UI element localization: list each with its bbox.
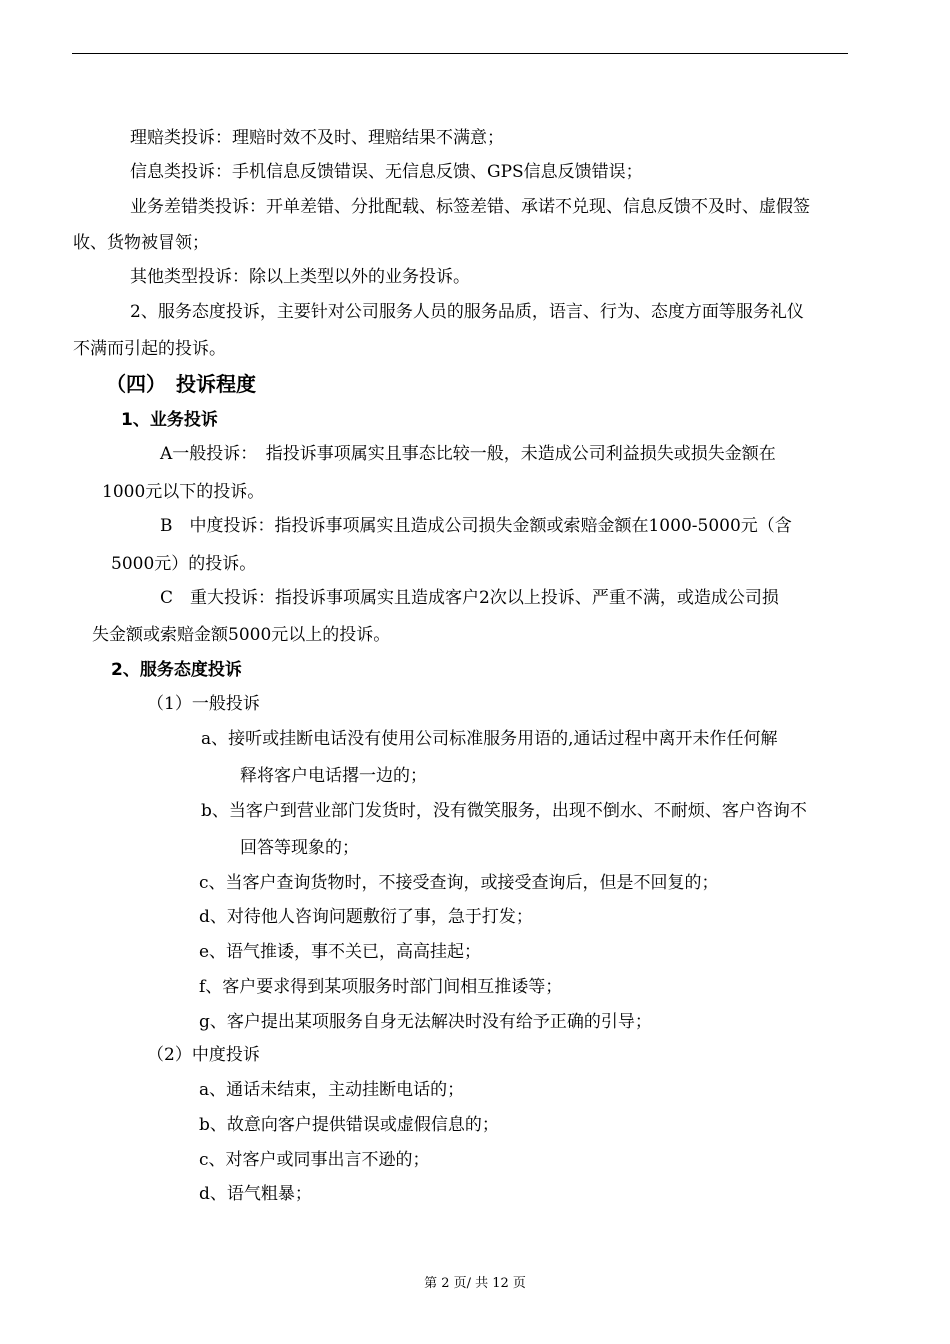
moderate-service-item-d: d、语气粗暴； xyxy=(199,1184,312,1204)
major-complaint-line2: 失金额或索赔金额5000元以上的投诉。 xyxy=(92,625,391,645)
general-complaint-line1: A一般投诉： 指投诉事项属实且事态比较一般，未造成公司利益损失或损失金额在 xyxy=(160,444,776,464)
moderate-complaint-line1: B 中度投诉：指投诉事项属实且造成公司损失金额或索赔金额在1000-5000元（含 xyxy=(160,516,792,536)
moderate-service-item-b: b、故意向客户提供错误或虚假信息的； xyxy=(199,1115,499,1135)
general-service-item-g: g、客户提出某项服务自身无法解决时没有给予正确的引导； xyxy=(199,1012,652,1032)
general-service-item-a-line1: a、接听或挂断电话没有使用公司标准服务用语的,通话过程中离开未作任何解 xyxy=(201,729,778,749)
general-complaint-line2: 1000元以下的投诉。 xyxy=(102,482,265,502)
header-rule xyxy=(72,53,848,54)
service-complaint-heading: 2、服务态度投诉 xyxy=(111,660,242,680)
service-attitude-intro-line1: 2、服务态度投诉，主要针对公司服务人员的服务品质，语言、行为、态度方面等服务礼仪 xyxy=(130,302,804,322)
info-complaint-text: 信息类投诉：手机信息反馈错误、无信息反馈、GPS信息反馈错误； xyxy=(130,162,643,182)
general-service-item-b-line2: 回答等现象的； xyxy=(240,838,359,858)
general-service-item-e: e、语气推诿，事不关已，高高挂起； xyxy=(199,942,482,962)
service-attitude-intro-line2: 不满而引起的投诉。 xyxy=(73,339,226,359)
error-complaint-text-line1: 业务差错类投诉：开单差错、分批配载、标签差错、承诺不兑现、信息反馈不及时、虚假签 xyxy=(130,197,810,217)
general-service-item-b-line1: b、当客户到营业部门发货时，没有微笑服务，出现不倒水、不耐烦、客户咨询不 xyxy=(201,801,807,821)
general-service-item-a-line2: 释将客户电话撂一边的； xyxy=(240,766,427,786)
error-complaint-text-line2: 收、货物被冒领； xyxy=(73,233,209,253)
general-service-title: （1）一般投诉 xyxy=(147,694,260,714)
major-complaint-line1: C 重大投诉：指投诉事项属实且造成客户2次以上投诉、严重不满，或造成公司损 xyxy=(160,588,779,608)
section-heading: （四） 投诉程度 xyxy=(106,372,256,396)
moderate-complaint-line2: 5000元）的投诉。 xyxy=(111,554,257,574)
general-service-item-f: f、客户要求得到某项服务时部门间相互推诿等； xyxy=(199,977,563,997)
moderate-service-title: （2）中度投诉 xyxy=(147,1045,260,1065)
other-complaint-text: 其他类型投诉：除以上类型以外的业务投诉。 xyxy=(130,267,470,287)
moderate-service-item-a: a、通话未结束，主动挂断电话的； xyxy=(199,1080,465,1100)
page-footer: 第 2 页/ 共 12 页 xyxy=(424,1276,526,1291)
general-service-item-c: c、当客户查询货物时，不接受查询，或接受查询后，但是不回复的； xyxy=(199,873,719,893)
claims-complaint-text: 理赔类投诉：理赔时效不及时、理赔结果不满意； xyxy=(130,128,504,148)
general-service-item-d: d、对待他人咨询问题敷衍了事，急于打发； xyxy=(199,907,533,927)
business-complaint-heading: 1、业务投诉 xyxy=(121,410,218,430)
moderate-service-item-c: c、对客户或同事出言不逊的； xyxy=(199,1150,430,1170)
